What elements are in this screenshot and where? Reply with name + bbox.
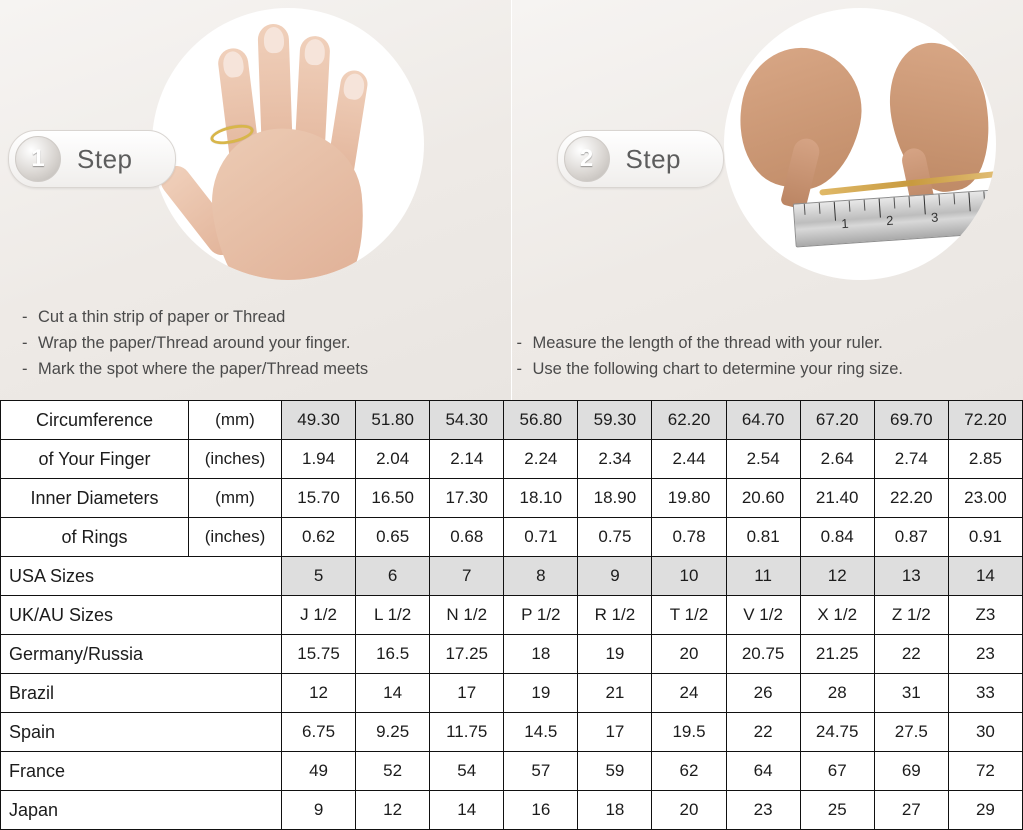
measuring-illustration	[724, 8, 996, 280]
cell: 9	[578, 557, 652, 596]
cell: 2.64	[800, 440, 874, 479]
cell: X 1/2	[800, 596, 874, 635]
ruler-tick	[848, 201, 850, 212]
step-1-instructions	[22, 304, 492, 382]
hand-illustration	[152, 8, 424, 280]
row-label-germany-russia: Germany/Russia	[1, 635, 282, 674]
table-row	[1, 596, 1023, 635]
cell: 18.90	[578, 479, 652, 518]
cell: 17	[578, 713, 652, 752]
cell: 0.78	[652, 518, 726, 557]
step-1-panel	[0, 0, 511, 400]
cell: 25	[800, 791, 874, 830]
row-label-japan: Japan	[1, 791, 282, 830]
row-label-circumference: Circumference	[1, 401, 189, 440]
table-row	[1, 791, 1023, 830]
cell: 0.87	[874, 518, 948, 557]
cell: T 1/2	[652, 596, 726, 635]
cell: 0.68	[430, 518, 504, 557]
cell: 11.75	[430, 713, 504, 752]
step-2-label: Step	[626, 144, 682, 175]
cell: Z3	[948, 596, 1022, 635]
cell: 64.70	[726, 401, 800, 440]
table-row	[1, 557, 1023, 596]
row-label-circumference-2: of Your Finger	[1, 440, 189, 479]
row-label-brazil: Brazil	[1, 674, 282, 713]
cell: 2.74	[874, 440, 948, 479]
cell: 16.50	[356, 479, 430, 518]
table-row	[1, 752, 1023, 791]
table-row	[1, 479, 1023, 518]
step-1-label: Step	[77, 144, 133, 175]
cell: 72	[948, 752, 1022, 791]
cell: Z 1/2	[874, 596, 948, 635]
steps-section	[0, 0, 1023, 400]
cell: 69	[874, 752, 948, 791]
table-row	[1, 674, 1023, 713]
cell: 0.84	[800, 518, 874, 557]
cell: 19	[504, 674, 578, 713]
instruction-item	[517, 356, 1017, 382]
cell: 0.75	[578, 518, 652, 557]
cell: 2.85	[948, 440, 1022, 479]
row-unit: (mm)	[189, 479, 282, 518]
cell: 19	[578, 635, 652, 674]
cell: 17	[430, 674, 504, 713]
cell: 29	[948, 791, 1022, 830]
cell: 0.81	[726, 518, 800, 557]
cell: 57	[504, 752, 578, 791]
cell: 14	[430, 791, 504, 830]
step-2-photo	[724, 8, 996, 280]
cell: 23	[948, 635, 1022, 674]
ruler-tick	[923, 195, 925, 214]
row-unit: (mm)	[189, 401, 282, 440]
cell: 51.80	[356, 401, 430, 440]
fingernail	[304, 39, 325, 66]
cell: 18.10	[504, 479, 578, 518]
cell: 14.5	[504, 713, 578, 752]
cell: 27.5	[874, 713, 948, 752]
row-label-inner-diameters: Inner Diameters	[1, 479, 189, 518]
step-1-photo	[152, 8, 424, 280]
cell: 2.34	[578, 440, 652, 479]
cell: R 1/2	[578, 596, 652, 635]
cell: 72.20	[948, 401, 1022, 440]
ruler-tick	[908, 196, 910, 207]
cell: 0.71	[504, 518, 578, 557]
row-label-inner-diameters-2: of Rings	[1, 518, 189, 557]
row-label-france: France	[1, 752, 282, 791]
row-unit: (inches)	[189, 518, 282, 557]
cell: 24.75	[800, 713, 874, 752]
cell: 14	[356, 674, 430, 713]
cell: 24	[652, 674, 726, 713]
cell: 0.65	[356, 518, 430, 557]
cell: 22	[726, 713, 800, 752]
cell: 9.25	[356, 713, 430, 752]
cell: 2.04	[356, 440, 430, 479]
cell: 30	[948, 713, 1022, 752]
ruler-tick	[893, 198, 895, 209]
cell: 20.60	[726, 479, 800, 518]
cell: 23.00	[948, 479, 1022, 518]
cell: 23	[726, 791, 800, 830]
step-2-badge	[557, 130, 725, 188]
ruler-tick	[983, 191, 985, 202]
cell: 5	[282, 557, 356, 596]
cell: 62	[652, 752, 726, 791]
dash-bullet: -	[22, 330, 38, 356]
dash-bullet: -	[22, 356, 38, 382]
ruler-tick	[968, 192, 970, 211]
cell: 12	[356, 791, 430, 830]
cell: 19.5	[652, 713, 726, 752]
cell: 16	[504, 791, 578, 830]
cell: 67.20	[800, 401, 874, 440]
ruler-tick	[833, 202, 835, 221]
instruction-text: Mark the spot where the paper/Thread meets	[38, 360, 368, 378]
cell: 52	[356, 752, 430, 791]
dash-bullet: -	[22, 304, 38, 330]
cell: 11	[726, 557, 800, 596]
cell: 64	[726, 752, 800, 791]
instruction-text: Measure the length of the thread with your ruler.	[533, 334, 883, 352]
cell: 16.5	[356, 635, 430, 674]
ruler-tick	[863, 200, 865, 211]
step-1-badge	[8, 130, 176, 188]
ruler-tick	[818, 203, 820, 214]
cell: P 1/2	[504, 596, 578, 635]
step-2-instructions	[517, 330, 1017, 382]
ruler-number: 3	[930, 210, 938, 225]
instruction-item	[22, 330, 492, 356]
cell: J 1/2	[282, 596, 356, 635]
cell: L 1/2	[356, 596, 430, 635]
table-body	[1, 401, 1023, 830]
ruler-tick	[953, 193, 955, 204]
row-label-spain: Spain	[1, 713, 282, 752]
instruction-text: Cut a thin strip of paper or Thread	[38, 308, 285, 326]
instruction-item	[517, 330, 1017, 356]
instruction-text: Use the following chart to determine your ring size.	[533, 360, 904, 378]
cell: 54.30	[430, 401, 504, 440]
instruction-item	[22, 356, 492, 382]
cell: 59	[578, 752, 652, 791]
ruler	[792, 188, 995, 247]
table-row	[1, 518, 1023, 557]
cell: 19.80	[652, 479, 726, 518]
cell: N 1/2	[430, 596, 504, 635]
cell: 54	[430, 752, 504, 791]
cell: 14	[948, 557, 1022, 596]
cell: 20	[652, 791, 726, 830]
cell: 17.30	[430, 479, 504, 518]
cell: 28	[800, 674, 874, 713]
table-row	[1, 713, 1023, 752]
row-unit: (inches)	[189, 440, 282, 479]
cell: 7	[430, 557, 504, 596]
cell: 13	[874, 557, 948, 596]
cell: 49	[282, 752, 356, 791]
ruler-tick	[938, 194, 940, 205]
cell: 15.70	[282, 479, 356, 518]
cell: 27	[874, 791, 948, 830]
cell: 12	[282, 674, 356, 713]
ruler-tick	[878, 199, 880, 218]
step-2-number: 2	[564, 136, 610, 182]
dash-bullet: -	[517, 330, 533, 356]
cell: 67	[800, 752, 874, 791]
cell: 22.20	[874, 479, 948, 518]
cell: 18	[504, 635, 578, 674]
cell: 21.25	[800, 635, 874, 674]
cell: 21	[578, 674, 652, 713]
table-row	[1, 401, 1023, 440]
cell: 31	[874, 674, 948, 713]
cell: 0.62	[282, 518, 356, 557]
row-label-uk-au-sizes: UK/AU Sizes	[1, 596, 282, 635]
cell: 10	[652, 557, 726, 596]
cell: 59.30	[578, 401, 652, 440]
cell: 26	[726, 674, 800, 713]
ruler-number: 1	[840, 216, 848, 231]
cell: 8	[504, 557, 578, 596]
cell: 56.80	[504, 401, 578, 440]
cell: 2.14	[430, 440, 504, 479]
cell: 0.91	[948, 518, 1022, 557]
cell: 20.75	[726, 635, 800, 674]
cell: 1.94	[282, 440, 356, 479]
cell: 21.40	[800, 479, 874, 518]
cell: 22	[874, 635, 948, 674]
step-1-number: 1	[15, 136, 61, 182]
cell: 12	[800, 557, 874, 596]
cell: 9	[282, 791, 356, 830]
fingernail	[263, 27, 284, 54]
fingernail	[222, 50, 245, 78]
cell: 49.30	[282, 401, 356, 440]
cell: 17.25	[430, 635, 504, 674]
cell: 18	[578, 791, 652, 830]
cell: 2.54	[726, 440, 800, 479]
instruction-text: Wrap the paper/Thread around your finger.	[38, 334, 350, 352]
ring-size-table	[0, 400, 1023, 830]
cell: 33	[948, 674, 1022, 713]
cell: 69.70	[874, 401, 948, 440]
ruler-tick	[803, 204, 805, 215]
ruler-number: 2	[885, 213, 893, 228]
cell: 62.20	[652, 401, 726, 440]
cell: 6	[356, 557, 430, 596]
table-row	[1, 440, 1023, 479]
fingernail	[342, 72, 366, 101]
cell: V 1/2	[726, 596, 800, 635]
cell: 20	[652, 635, 726, 674]
cell: 15.75	[282, 635, 356, 674]
cell: 2.24	[504, 440, 578, 479]
cell: 2.44	[652, 440, 726, 479]
instruction-item	[22, 304, 492, 330]
step-2-panel	[511, 0, 1023, 400]
table-row	[1, 635, 1023, 674]
dash-bullet: -	[517, 356, 533, 382]
cell: 6.75	[282, 713, 356, 752]
row-label-usa-sizes: USA Sizes	[1, 557, 282, 596]
